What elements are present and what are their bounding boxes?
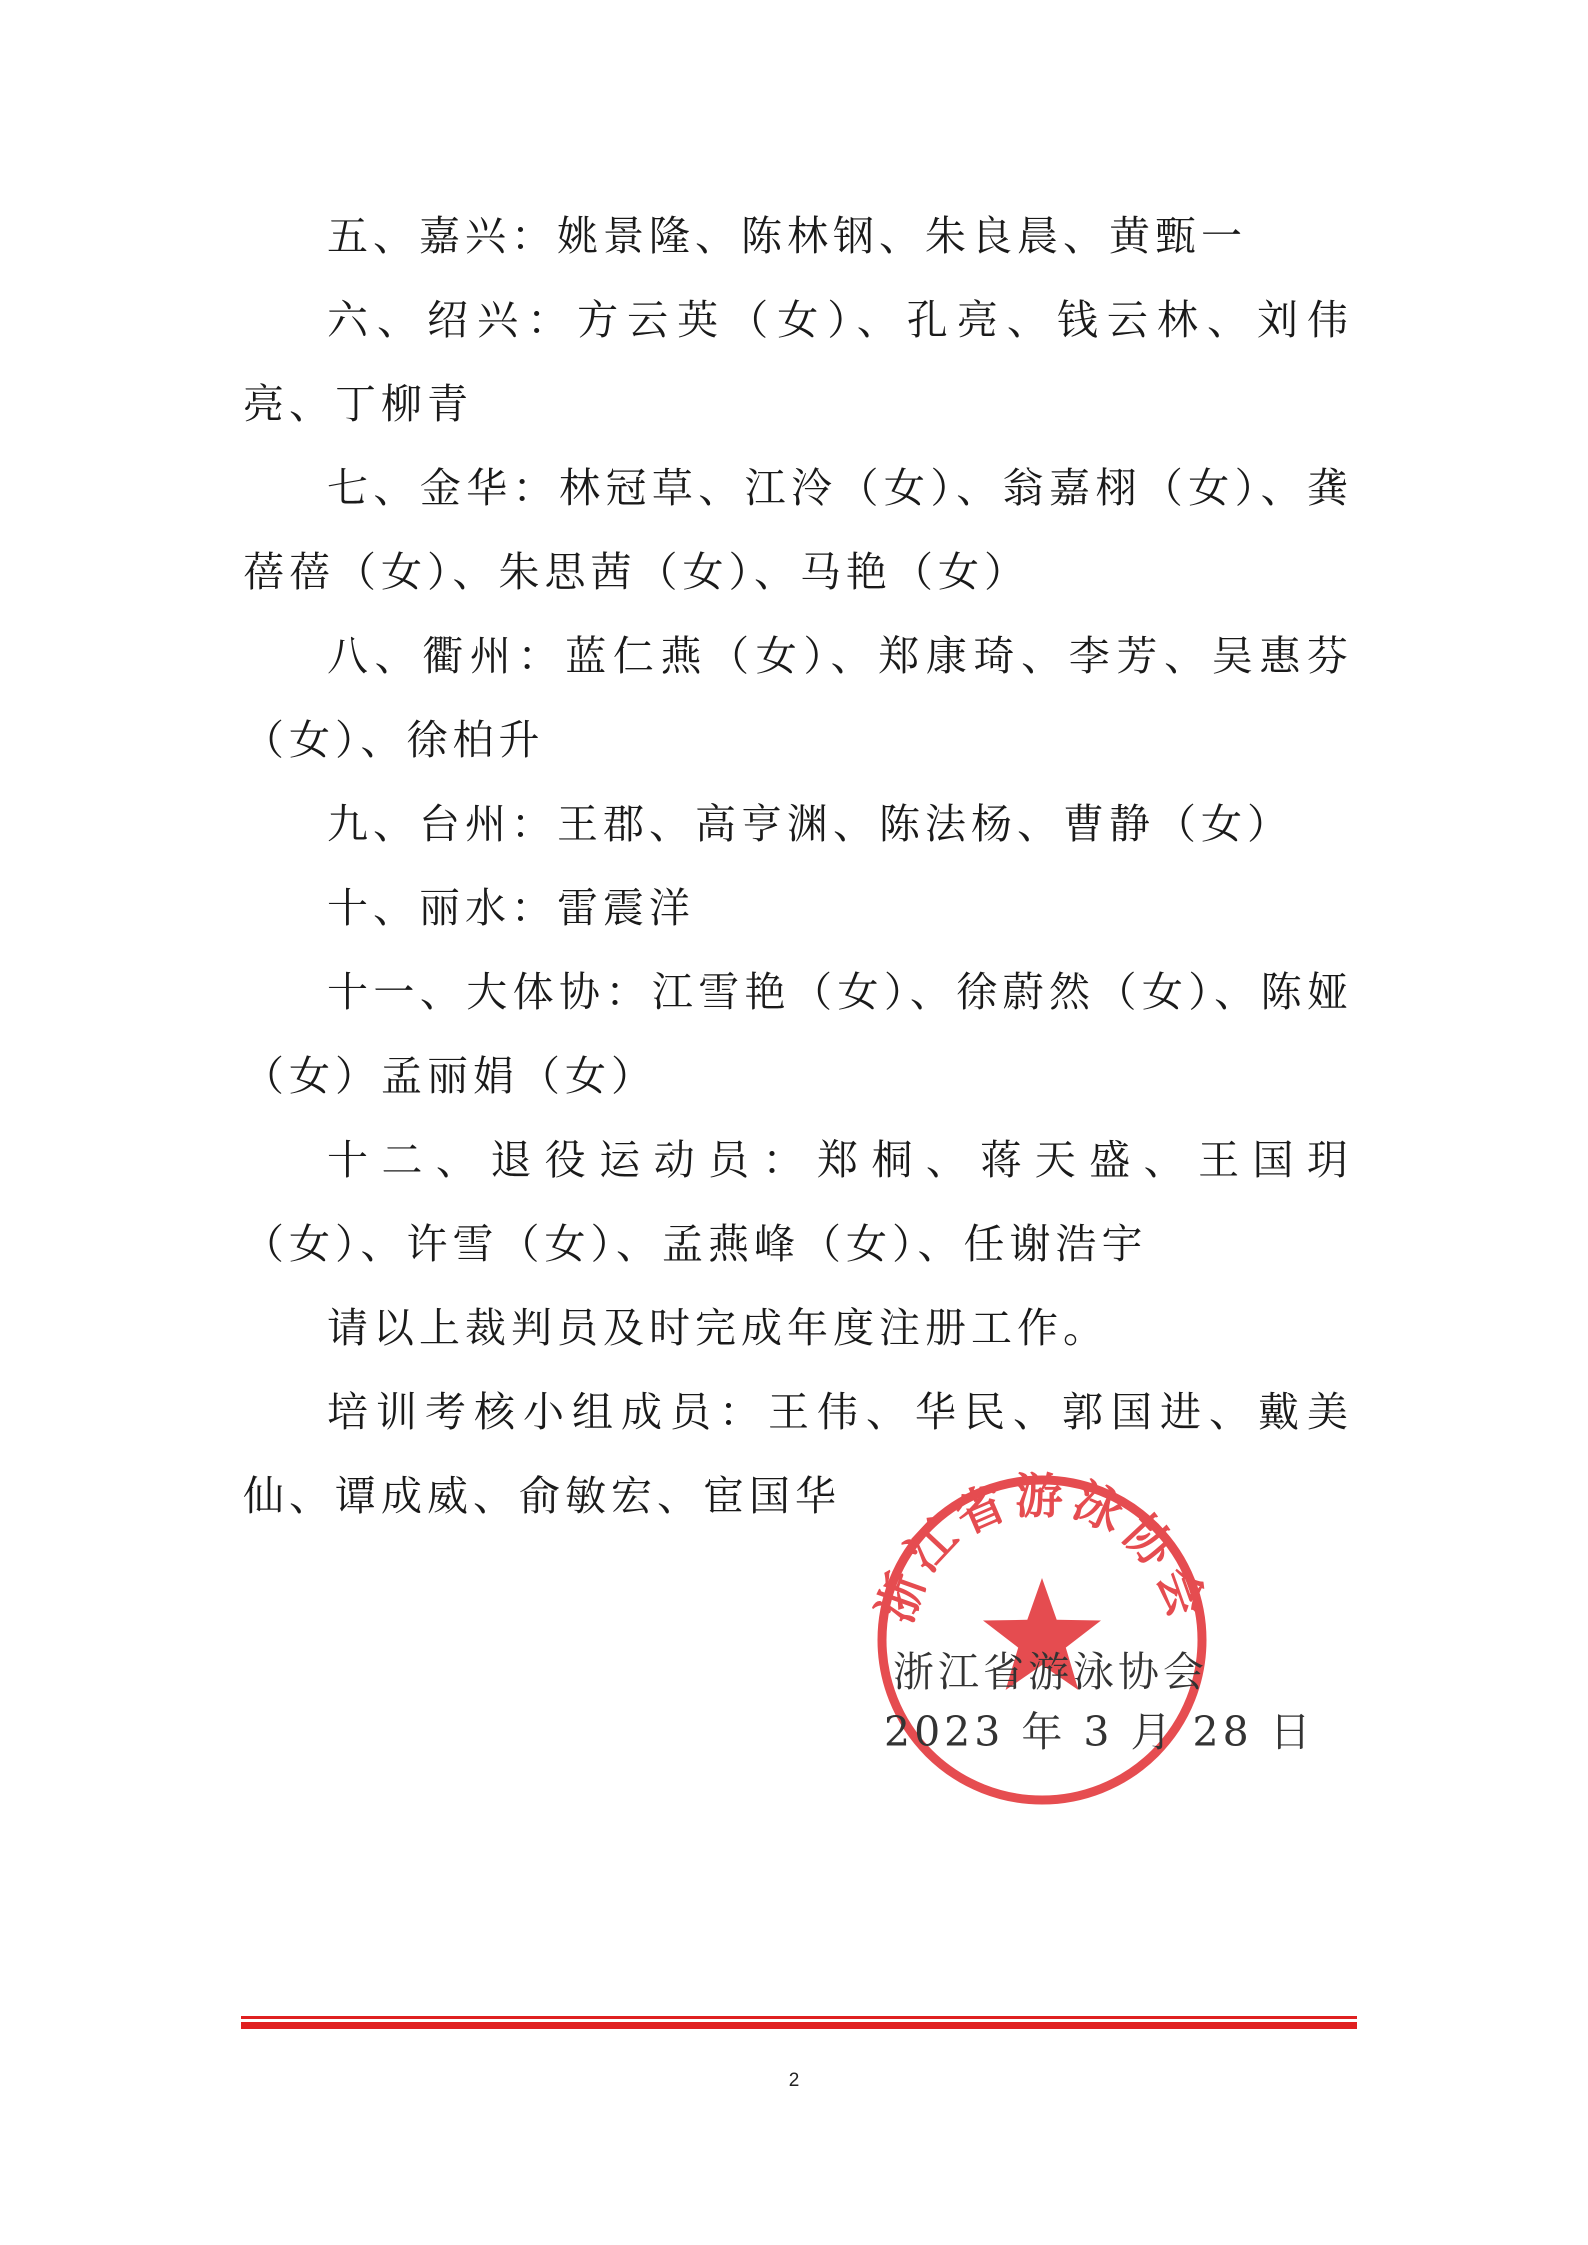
- paragraph-university-sports-association: 十一、大体协：江雪艳（女）、徐蔚然（女）、陈娅（女）孟丽娟（女）: [243, 968, 1353, 1100]
- page-number: 2: [788, 2070, 800, 2091]
- paragraph-shaoxing: 六、绍兴：方云英（女）、孔亮、钱云林、刘伟亮、丁柳青: [243, 296, 1353, 428]
- footer-rule-thick: [241, 2022, 1357, 2029]
- paragraph-taizhou: 九、台州：王郡、高亨渊、陈法杨、曹静（女）: [327, 800, 1293, 848]
- official-seal-stamp: [862, 1460, 1222, 1820]
- signature-organization: 浙江省游泳协会: [893, 1648, 1208, 1696]
- footer-rule-thin: [241, 2016, 1357, 2019]
- paragraph-quzhou: 八、衢州：蓝仁燕（女）、郑康琦、李芳、吴惠芬（女）、徐柏升: [243, 632, 1353, 764]
- paragraph-jiaxing: 五、嘉兴：姚景隆、陈林钢、朱良晨、黄甄一: [327, 212, 1247, 260]
- paragraph-retired-athletes: 十二、退役运动员：郑桐、蒋天盛、王国玥（女）、许雪（女）、孟燕峰（女）、任谢浩宇: [243, 1136, 1353, 1268]
- paragraph-registration-notice: 请以上裁判员及时完成年度注册工作。: [327, 1304, 1109, 1352]
- paragraph-jinhua: 七、金华：林冠草、江泠（女）、翁嘉栩（女）、龚蓓蓓（女）、朱思茜（女）、马艳（女）: [243, 464, 1353, 596]
- paragraph-assessment-group: 培训考核小组成员：王伟、华民、郭国进、戴美仙、谭成威、俞敏宏、宦国华: [243, 1388, 1353, 1520]
- paragraph-lishui: 十、丽水：雷震洋: [327, 884, 695, 932]
- signature-date: 2023 年 3 月 28 日: [884, 1708, 1315, 1756]
- seal-text: 浙江省游泳协会: [867, 1468, 1217, 1630]
